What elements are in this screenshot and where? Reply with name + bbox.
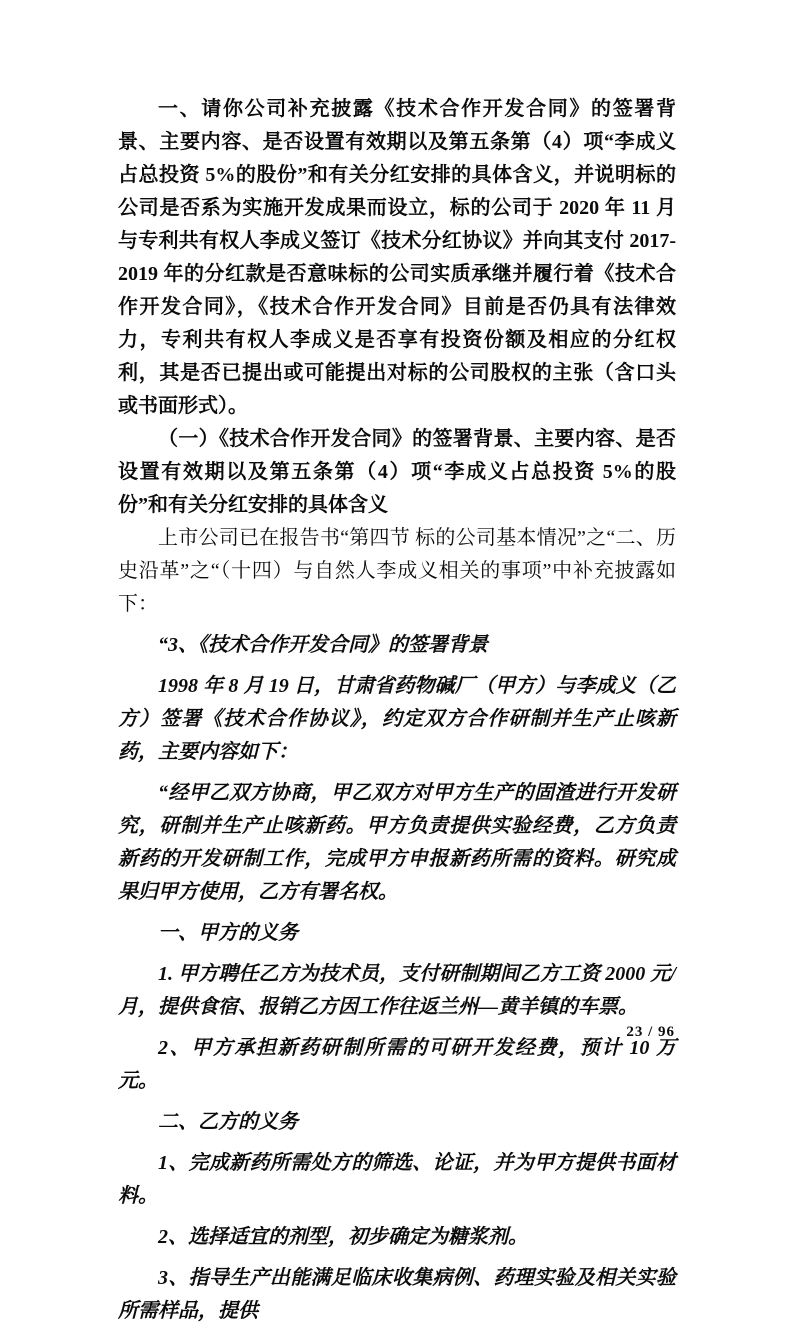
paragraph-quote-section-title: “3、《技术合作开发合同》的签署背景 [158, 634, 488, 656]
paragraph-party-b-item-1: 1、完成新药所需处方的筛选、论证，并为甲方提供书面材料。 [118, 1152, 676, 1207]
paragraph-party-a-item-2: 2、甲方承担新药研制所需的可研开发经费，预计 10 万元。 [118, 1037, 676, 1092]
paragraph-inquiry-question: 一、请你公司补充披露《技术合作开发合同》的签署背景、主要内容、是否设置有效期以及第五条第（4）项“李成义占总投资 5%的股份”和有关分红安排的具体含义，并说明标的公司是否系为实施开发成果而设立，标的公司于 2020 年 11 月与专利共有权人李成义签订《技术分红协议》并向其支付 2017-2019 年的分红款是否意味标的公司实质承继并履行着《技术合作开发合同》，《技术合作开发合同》目前是否仍具有法律效力，专利共有权人李成义是否享有投资份额及相应的分红权利，其是否已提出或可能提出对标的公司股权的主张（含口头或书面形式）。 [118, 98, 676, 417]
paragraph-sub-question-heading: （一）《技术合作开发合同》的签署背景、主要内容、是否设置有效期以及第五条第（4）项“李成义占总投资 5%的股份”和有关分红安排的具体含义 [118, 428, 676, 516]
paragraph-party-b-item-2: 2、选择适宜的剂型，初步确定为糖浆剂。 [158, 1226, 528, 1248]
paragraph-party-b-item-3: 3、指导生产出能满足临床收集病例、药理实验及相关实验所需样品，提供 [118, 1267, 676, 1322]
paragraph-reply-intro: 上市公司已在报告书“第四节 标的公司基本情况”之“二、历史沿革”之“（十四）与自然人李成义相关的事项”中补充披露如下： [118, 527, 676, 615]
page-number: 23 / 96 [626, 1024, 675, 1040]
paragraph-party-a-obligations-title: 一、甲方的义务 [158, 922, 298, 944]
document-body [118, 93, 676, 1328]
paragraph-party-b-obligations-title: 二、乙方的义务 [158, 1111, 298, 1133]
paragraph-quote-agreement-summary: “经甲乙双方协商，甲乙双方对甲方生产的固渣进行开发研究，研制并生产止咳新药。甲方负责提供实验经费，乙方负责新药的开发研制工作，完成甲方申报新药所需的资料。研究成果归甲方使用，乙方有署名权。 [118, 782, 676, 903]
paragraph-party-a-item-1: 1. 甲方聘任乙方为技术员，支付研制期间乙方工资 2000 元/月，提供食宿、报销乙方因工作往返兰州—黄羊镇的车票。 [118, 963, 676, 1018]
paragraph-quote-background: 1998 年 8 月 19 日，甘肃省药物碱厂（甲方）与李成义（乙方）签署《技术合作协议》，约定双方合作研制并生产止咳新药，主要内容如下： [118, 675, 676, 763]
